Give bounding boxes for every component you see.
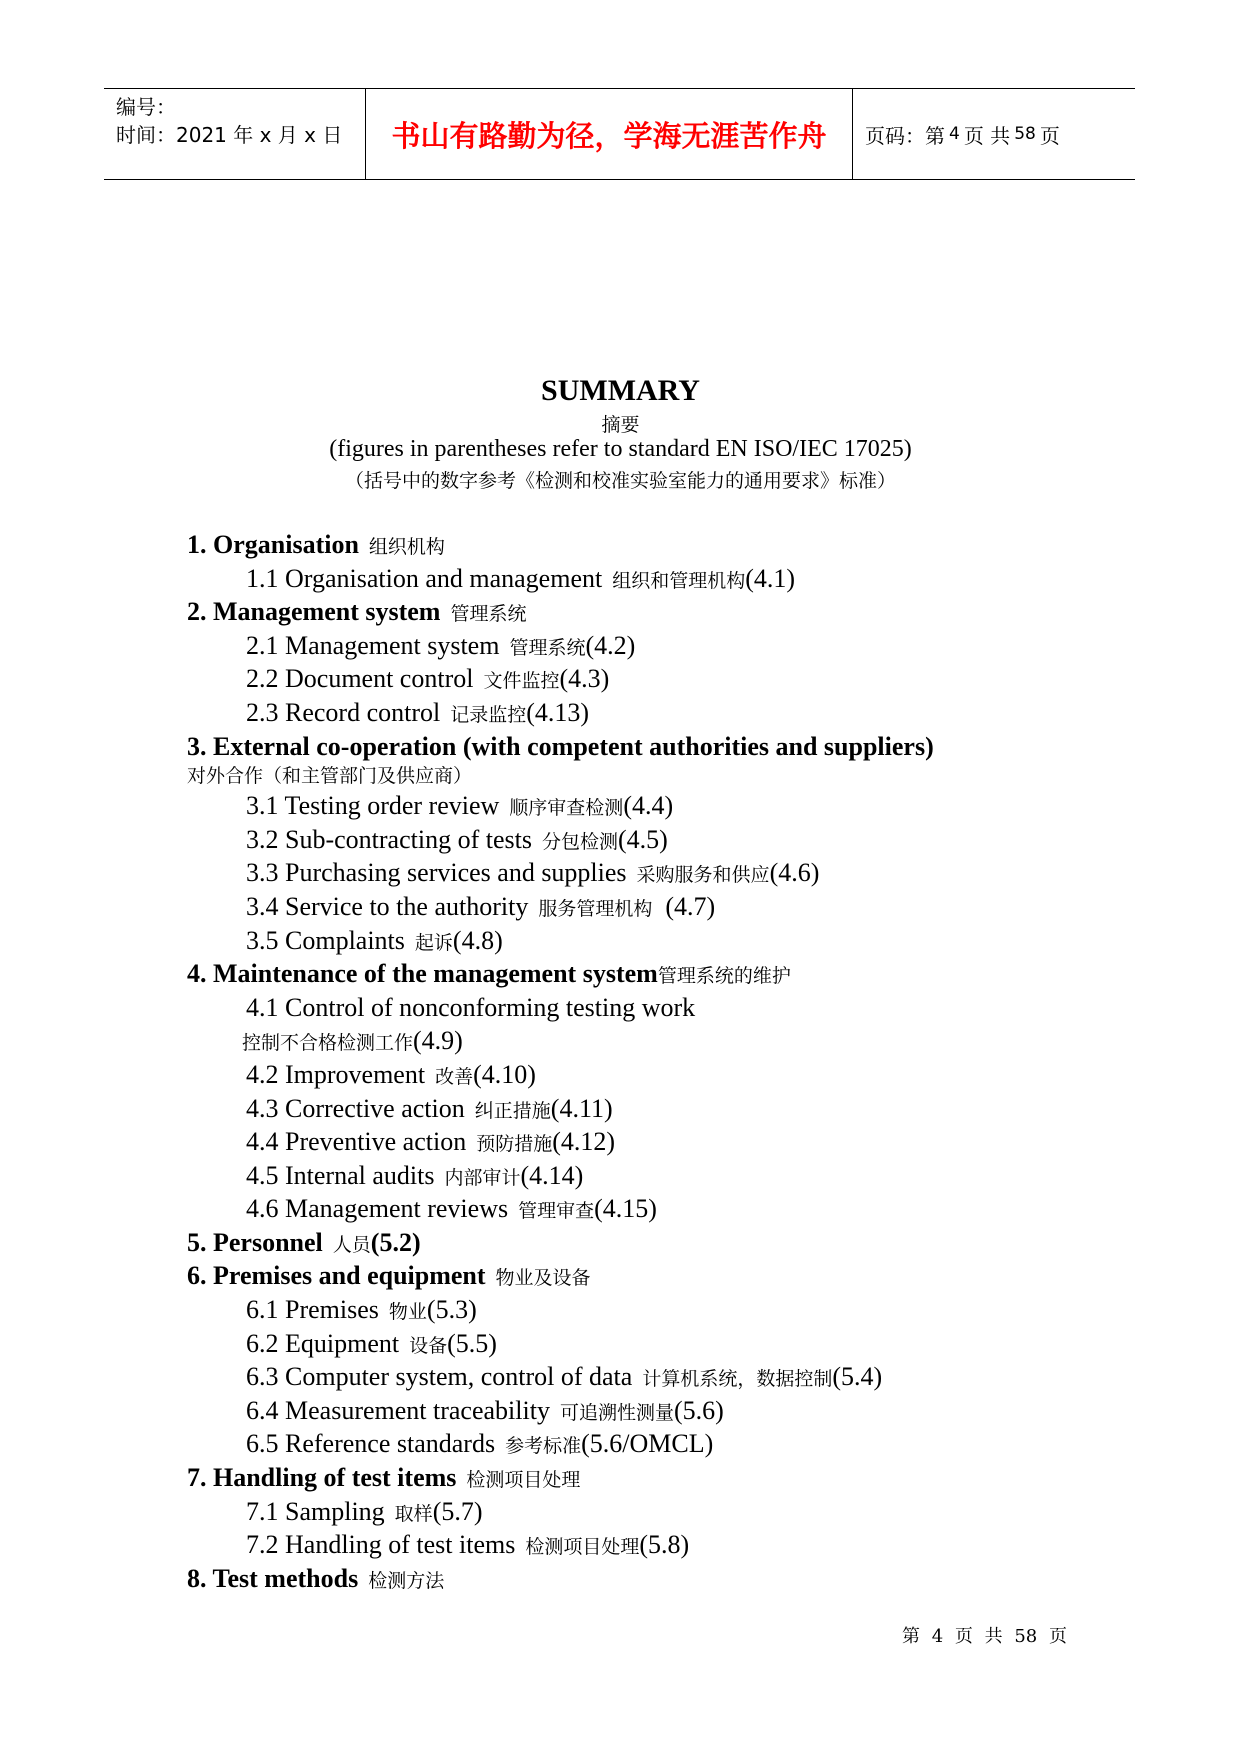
toc-item-4-5: 4.5 Internal audits 内部审计(4.14) — [246, 1160, 584, 1190]
toc-item-3-1: 3.1 Testing order review 顺序审查检测(4.4) — [246, 791, 674, 821]
toc-item-3-2: 3.2 Sub-contracting of tests 分包检测(4.5) — [246, 824, 668, 854]
toc-section-2: 2. Management system 管理系统 — [187, 597, 527, 627]
toc-item-6-2: 6.2 Equipment 设备(5.5) — [246, 1328, 497, 1358]
toc-item-3-5: 3.5 Complaints 起诉(4.8) — [246, 925, 503, 955]
page-current: 4 — [949, 124, 960, 144]
header-meta — [104, 89, 366, 179]
page-header — [104, 88, 1135, 180]
toc-item-4-4: 4.4 Preventive action 预防措施(4.12) — [246, 1127, 616, 1157]
toc-item-3-4: 3.4 Service to the authority 服务管理机构 (4.7) — [246, 891, 716, 921]
toc-section-4: 4. Maintenance of the management system管理系统的维护 — [187, 959, 791, 989]
toc-item-6-3: 6.3 Computer system, control of data 计算机系统，数据控制(5.4) — [246, 1362, 883, 1392]
toc-section-8: 8. Test methods 检测方法 — [187, 1563, 445, 1593]
toc-section-3-cn: 对外合作（和主管部门及供应商） — [187, 765, 473, 788]
toc-item-2-2: 2.2 Document control 文件监控(4.3) — [246, 664, 610, 694]
summary-note-cn: （括号中的数字参考《检测和校准实验室能力的通用要求》标准） — [344, 470, 896, 492]
toc-item-6-1: 6.1 Premises 物业(5.3) — [246, 1295, 477, 1325]
document-time-label: 时间：2021 年 x 月 x 日 — [116, 123, 343, 147]
summary-note: (figures in parentheses refer to standard EN ISO/IEC 17025) — [329, 436, 912, 462]
toc-item-2-1: 2.1 Management system 管理系统(4.2) — [246, 630, 636, 660]
page-footer: 第 4 页 共 58 页 — [902, 1626, 1067, 1647]
toc-item-6-4: 6.4 Measurement traceability 可追溯性测量(5.6) — [246, 1395, 724, 1425]
page-total: 58 — [1014, 124, 1036, 144]
toc-section-7: 7. Handling of test items 检测项目处理 — [187, 1463, 581, 1493]
page-mid: 页 共 — [963, 123, 1011, 148]
page-prefix: 页码：第 — [865, 123, 945, 148]
summary-title: SUMMARY — [541, 374, 700, 407]
toc-item-4-6: 4.6 Management reviews 管理审查(4.15) — [246, 1194, 657, 1224]
toc-item-2-3: 2.3 Record control 记录监控(4.13) — [246, 697, 590, 727]
toc-item-1-1: 1.1 Organisation and management 组织和管理机构(4.1) — [246, 563, 796, 593]
document-number-label: 编号： — [116, 95, 176, 119]
toc-item-4-2: 4.2 Improvement 改善(4.10) — [246, 1059, 536, 1089]
toc-item-4-1-cn: 控制不合格检测工作(4.9) — [242, 1026, 463, 1056]
toc-item-6-5: 6.5 Reference standards 参考标准(5.6/OMCL) — [246, 1429, 714, 1459]
toc-item-4-3: 4.3 Corrective action 纠正措施(4.11) — [246, 1093, 613, 1123]
toc-section-3: 3. External co-operation (with competent authorities and suppliers) — [187, 731, 934, 761]
toc-item-7-1: 7.1 Sampling 取样(5.7) — [246, 1496, 483, 1526]
page-suffix: 页 — [1039, 123, 1060, 148]
toc-section-5: 5. Personnel 人员(5.2) — [187, 1227, 421, 1257]
summary-title-cn: 摘要 — [601, 414, 640, 436]
header-page-number — [853, 89, 1135, 179]
toc-item-3-3: 3.3 Purchasing services and supplies 采购服务和供应(4.6) — [246, 858, 820, 888]
toc-item-7-2: 7.2 Handling of test items 检测项目处理(5.8) — [246, 1530, 690, 1560]
toc-item-4-1: 4.1 Control of nonconforming testing work — [246, 992, 696, 1022]
header-motto: 书山有路勤为径，学海无涯苦作舟 — [366, 89, 853, 179]
toc-section-6: 6. Premises and equipment 物业及设备 — [187, 1261, 591, 1291]
table-of-contents — [187, 528, 1087, 1595]
toc-section-1: 1. Organisation 组织机构 — [187, 530, 445, 559]
